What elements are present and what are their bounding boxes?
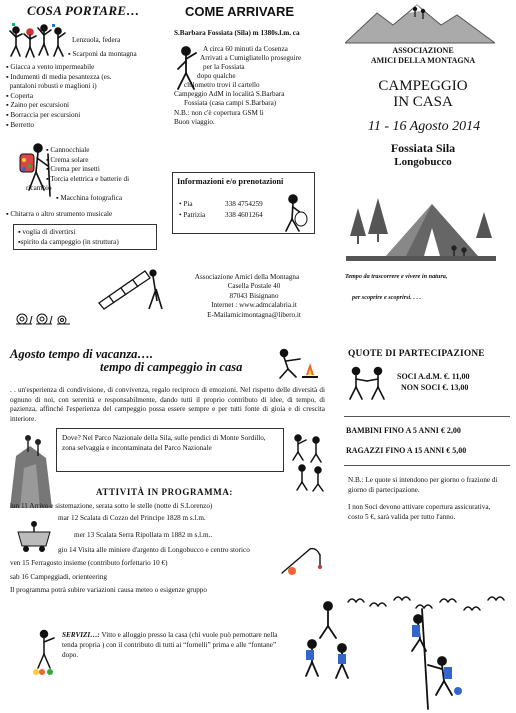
climbers-photo [6,428,54,510]
phone-figure-illustration [279,193,309,233]
handshake-figures-illustration [346,365,388,401]
checklist-item: ▪ Cannocchiale [46,146,90,154]
checklist-item: ▪ Chitarra o altro strumento musicale [6,210,113,218]
section-heading-2: tempo di campeggio in casa [100,360,243,374]
fee-non-members: NON SOCI €. 13,00 [401,383,469,392]
checklist-item: ▪ Indumenti di media pesantezza (es. [6,72,112,81]
directions-line: chilometro trovi il cartello [184,81,260,89]
camp-title-2: IN CASA [393,94,453,110]
checklist-title: COSA PORTARE… [27,3,140,18]
fee-children: BAMBINI FINO A 5 ANNI € 2,00 [346,426,461,435]
services-text: SERVIZI…: Vitto e alloggio presso la casa (chi vuole può pernottare nella tenda propria ) con il contributo di tutti ai “fornelli” prima e alle “fontane” dopo. [62,631,278,659]
tent-scene-illustration [346,176,496,268]
directions-line: Fossiata (casa campi S.Barbara) [184,99,277,107]
fee-note: N.B.: Le quote si intendono per giorno o frazione di giorno di partecipazione. [348,476,498,494]
directions-line: A circa 60 minuti da Cosenza [203,45,288,53]
checklist-list [6,63,112,130]
program-item: mar 12 Scalata di Cozzo del Principe 1828 m s.l.m. [58,514,206,522]
address-line: Casella Postale 40 [227,282,281,291]
checklist-item: ▪ Scarponi da montagna [68,50,137,58]
extras-item: ▪spirito da campeggio (in struttura) [18,238,119,246]
directions-line: dopo qualche [197,72,236,80]
directions-line: N.B.: non c'è copertura GSM li [174,109,264,117]
checklist-item: ▪ Macchina fotografica [56,193,123,202]
fee-members: SOCI A.d.M. €. 11,00 [397,372,470,381]
extras-box [13,224,157,250]
camp-place-2: Longobucco [394,156,452,168]
address-line: Internet : www.admcalabria.it [211,301,297,310]
camp-dates: 11 - 16 Agosto 2014 [367,119,481,134]
checklist-list-2 [26,146,130,204]
checklist-item: ▪ Crema per insetti [46,165,100,174]
program-item: ven 15 Ferragosto insieme (contributo forfettario 10 €) [10,559,168,567]
campfire-figure-illustration [270,345,326,381]
fee-divider [344,416,510,417]
fee-divider [344,465,510,466]
address-line: Associazione Amici della Montagna [194,273,300,281]
info-title: Informazioni e/o prenotazioni [177,177,284,186]
mountain-logo [345,3,495,45]
checklist-item: ▪ Zaino per escursioni [6,101,70,110]
camp-place-1: Fossiata Sila [390,141,456,155]
quotes-title: QUOTE DI PARTECIPAZIONE [348,349,485,359]
directions-subtitle: S.Barbara Fossiata (Sila) m 1380s.l.m. ca [174,29,300,37]
checklist-item: Lenzuola, federa [72,36,121,44]
program-item: gio 14 Visita alle miniere d'argento di Longobucco e centro storico [58,546,250,554]
painter-figure-illustration [30,628,60,676]
services-label: SERVIZI…: [62,631,100,639]
insurance-note: I non Soci devono attivare copertura assicurativa, costo 5 €, sarà valida per tutto l'anno. [348,503,491,521]
intro-paragraph: . . un'esperienza di condivisione, di convivenza, regalo reciproco di emozioni. Nel rispetto delle diversità di ognuno di noi, con serenità e responsabilmente, dando tutti il proprio contributo di idee, di tempo, di pazienza, affinché l'esperienza del campeggio possa essere sempre e per tutti fonte di gioia e di crescita interiore. [10,386,325,423]
directions-line: Campeggio AdM in località S.Barbara [174,90,285,98]
where-box [56,428,284,472]
dancing-figures-illustration [288,432,328,492]
association-name-2: AMICI DELLA MONTAGNA [370,56,476,65]
motto-line-2: per scoprire e scoprirsi. . . . [352,294,422,301]
contact-row: • Pia [179,200,193,208]
contact-phone: 338 4754259 [225,200,263,208]
checklist-item: ricambio [26,184,52,193]
program-item: sab 16 Campeggiadi, orienteering [10,573,108,581]
checklist-item: ▪ Berretto [6,120,34,129]
fishing-figure-illustration [280,545,326,579]
motto-line-1: Tempo da trascorrere e vivere in natura, [345,273,448,280]
checklist-item: ▪ Borraccia per escursioni [6,110,81,119]
where-text: Dove? Nel Parco Nazionale della Sila, sulle pendici di Monte Sordillo, zona selvaggia e incontaminata del Parco Nazionale [62,434,266,452]
contact-phone: 338 4601264 [225,211,263,219]
hikers-illustration [8,22,70,62]
directions-line: Arrivati a Cumigliatello proseguire [200,54,302,62]
climbing-figures-illustration [398,605,508,713]
snails-illustration [14,312,74,326]
directions-title: COME ARRIVARE [185,4,295,19]
section-heading-1: Agosto tempo di vacanza…. [10,347,154,361]
program-item: mer 13 Scalata Serra Ripollata m 1882 m s.l.m.. [74,531,213,539]
address-line: 87043 Bisignano [229,291,279,300]
extras-item: ▪ voglia di divertirsi [18,228,76,236]
checklist-item: ▪ Coperta [6,91,34,100]
association-name-1: ASSOCIAZIONE [392,46,454,55]
program-item: Il programma potrà subire variazioni causa meteo o esigenze gruppo [10,586,207,594]
program-title: ATTIVITÀ IN PROGRAMMA: [96,487,234,497]
mine-cart-illustration [14,518,54,554]
info-box [172,172,315,234]
fee-teens: RAGAZZI FINO A 15 ANNI € 5,00 [346,446,467,455]
checklist-item: ▪ Giacca a vento impermeabile [6,63,95,71]
contact-row: • Patrizia [179,211,206,219]
address-line: E-Mailamicimontagna@libero.it [207,310,301,319]
checklist-item: ▪ Crema solare [46,155,89,164]
checklist-item: ▪ Torcia elettrica e batterie di [46,174,130,183]
checklist-item: pantaloni robusti e maglioni i) [9,82,97,91]
camp-title-1: CAMPEGGIO [378,78,468,94]
program-item: lun 11 Arrivo e sistemazione, serata sotto le stelle (notte di S.Lorenzo) [10,502,213,510]
directions-line: per la Fossiata [203,63,245,71]
directions-line: Buon viaggio. [174,118,215,126]
address-block [190,273,318,320]
telescope-illustration [95,263,165,311]
